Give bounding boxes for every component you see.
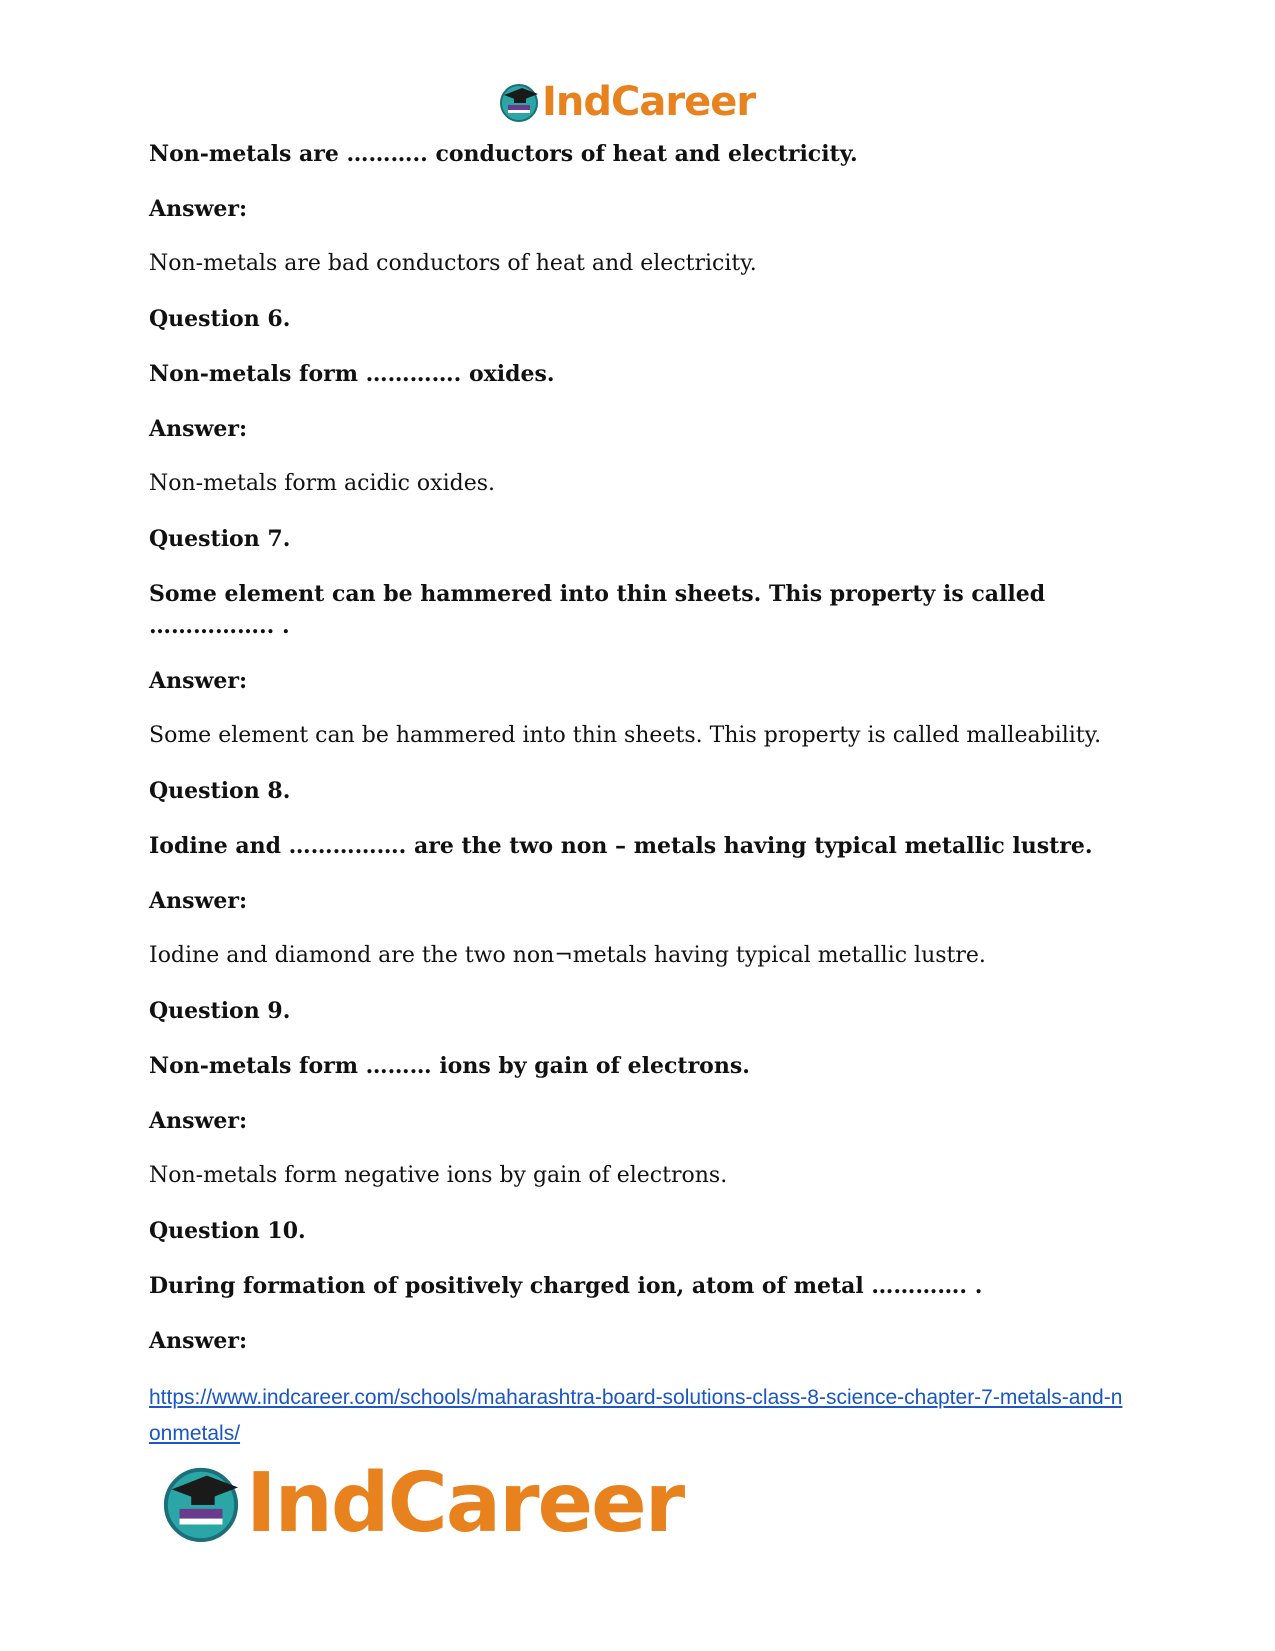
question-text: Non-metals are ……….. conductors of heat and electricity. [149,141,858,167]
question-text: Answer: [149,1328,248,1354]
question-text: Answer: [149,1108,248,1134]
source-link[interactable]: https://www.indcareer.com/schools/maharashtra-board-solutions-class-8-science-chapter-7-metals-and-nonmetals/ [149,1386,1123,1445]
question-text: Question 9. [149,998,291,1024]
question-text: Answer: [149,416,248,442]
question-text: Iodine and ……………. are the two non – metals having typical metallic lustre. [149,833,1093,859]
answer-text: Non-metals form acidic oxides. [149,471,495,496]
answer-text: Non-metals form negative ions by gain of electrons. [149,1163,728,1188]
question-text: Question 10. [149,1218,306,1244]
question-text: Answer: [149,196,248,222]
logo-text: IndCareer [246,1455,684,1551]
question-text: Answer: [149,888,248,914]
answer-text: Non-metals are bad conductors of heat and electricity. [149,251,757,276]
document-body [149,138,1129,1452]
question-text: During formation of positively charged ion, atom of metal …………. . [149,1273,983,1299]
footer-logo [160,1455,684,1551]
question-text: Some element can be hammered into thin sheets. This property is called …………….. . [149,581,1046,639]
header-logo [498,78,755,126]
graduation-cap-globe-icon [498,81,540,123]
logo-text: IndCareer [542,79,756,125]
question-text: Non-metals form …………. oxides. [149,361,555,387]
question-text: Non-metals form ……… ions by gain of electrons. [149,1053,750,1079]
question-text: Answer: [149,668,248,694]
question-text: Question 6. [149,306,291,332]
answer-text: Iodine and diamond are the two non¬metals having typical metallic lustre. [149,943,986,968]
question-text: Question 7. [149,526,291,552]
graduation-cap-globe-icon [160,1462,242,1544]
question-text: Question 8. [149,778,291,804]
answer-text: Some element can be hammered into thin sheets. This property is called malleability. [149,723,1102,748]
